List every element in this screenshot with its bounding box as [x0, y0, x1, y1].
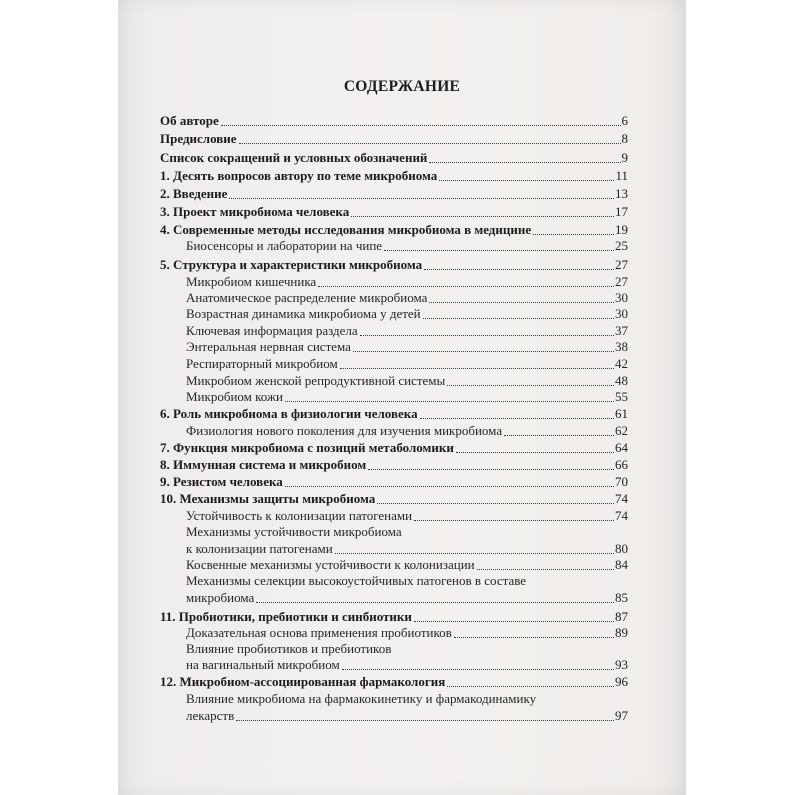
toc-entry[interactable]: [160, 222, 628, 238]
toc-page-number: 64: [615, 440, 628, 455]
toc-entry[interactable]: [160, 474, 628, 490]
toc-entry-label: Об авторе: [160, 113, 219, 128]
dot-leader: [351, 216, 614, 217]
dot-leader: [342, 669, 614, 670]
dot-leader: [423, 318, 614, 319]
toc-page-number: 13: [615, 186, 628, 201]
dot-leader: [377, 503, 614, 504]
dot-leader: [229, 198, 614, 199]
toc-page-number: 48: [615, 373, 628, 388]
toc-entry-label: 10. Механизмы защиты микробиома: [160, 491, 376, 506]
dot-leader: [420, 418, 614, 419]
toc-entry[interactable]: [160, 406, 628, 422]
toc-entry-label: Доказательная основа применения пробиотиков: [186, 625, 452, 640]
toc-entry-label: 3. Проект микробиома человека: [160, 204, 350, 219]
toc-entry[interactable]: [186, 508, 628, 524]
dot-leader: [285, 486, 614, 487]
toc-page-number: 80: [615, 541, 628, 556]
toc-page-number: 27: [615, 257, 628, 272]
toc-entry-label: 1. Десять вопросов автору по теме микробиома: [160, 168, 438, 183]
dot-leader: [236, 720, 614, 721]
toc-page-number: 38: [615, 339, 628, 354]
toc-entry[interactable]: [186, 625, 628, 641]
toc-entry[interactable]: [160, 150, 628, 166]
toc-entry[interactable]: [160, 168, 628, 184]
toc-entry[interactable]: [186, 290, 628, 306]
toc-entry-label: Устойчивость к колонизации патогенами: [186, 508, 413, 523]
dot-leader: [353, 351, 614, 352]
dot-leader: [454, 637, 614, 638]
toc-entry[interactable]: [160, 186, 628, 202]
toc-entry-label: Микробиом кожи: [186, 389, 283, 404]
toc-page-number: 74: [615, 491, 628, 506]
toc-page-number: 87: [615, 609, 628, 624]
toc-entry-label: Влияние пробиотиков и пребиотиков: [186, 641, 392, 656]
toc-entry-label: к колонизации патогенами: [186, 541, 333, 556]
dot-leader: [256, 602, 614, 603]
dot-leader: [504, 435, 614, 436]
toc-entry-label: Влияние микробиома на фармакокинетику и фармакодинамику: [186, 691, 537, 706]
toc-page-number: 62: [615, 423, 628, 438]
toc-entry[interactable]: [160, 674, 628, 690]
toc-entry-label: Анатомическое распределение микробиома: [186, 290, 428, 305]
toc-entry[interactable]: [186, 274, 628, 290]
toc-entry[interactable]: [186, 423, 628, 439]
toc-entry[interactable]: [186, 339, 628, 355]
dot-leader: [239, 143, 621, 144]
toc-page-number: 30: [615, 290, 628, 305]
toc-entry-label: Физиология нового поколения для изучения микробиома: [186, 423, 503, 438]
toc-entry[interactable]: [160, 257, 628, 273]
toc-page-number: 11: [615, 168, 628, 183]
toc-entry[interactable]: [186, 657, 628, 673]
toc-entry-label: Биосенсоры и лаборатории на чипе: [186, 238, 383, 253]
toc-page-number: 93: [615, 657, 628, 672]
toc-page-number: 74: [615, 508, 628, 523]
toc-page-number: 30: [615, 306, 628, 321]
toc-entry[interactable]: [186, 306, 628, 322]
toc-page-number: 25: [615, 238, 628, 253]
toc-page-number: 6: [621, 113, 628, 128]
toc-page-number: 85: [615, 590, 628, 605]
dot-leader: [414, 621, 614, 622]
dot-leader: [285, 401, 614, 402]
toc-entry[interactable]: [160, 491, 628, 507]
toc-page-number: 42: [615, 356, 628, 371]
toc-page-number: 61: [615, 406, 628, 421]
toc-page-number: 55: [615, 389, 628, 404]
toc-entry-label: 5. Структура и характеристики микробиома: [160, 257, 423, 272]
toc-entry-label: Микробиом женской репродуктивной системы: [186, 373, 446, 388]
toc-entry-label: 9. Резистом человека: [160, 474, 283, 489]
toc-page-number: 70: [615, 474, 628, 489]
toc-entry[interactable]: [186, 389, 628, 405]
toc-entry[interactable]: [186, 541, 628, 557]
toc-entry[interactable]: [186, 708, 628, 724]
toc-entry[interactable]: [160, 609, 628, 625]
toc-entry-label: 6. Роль микробиома в физиологии человека: [160, 406, 418, 421]
toc-page-number: 97: [615, 708, 628, 723]
toc-entry-label: Список сокращений и условных обозначений: [160, 150, 428, 165]
toc-page-number: 8: [621, 131, 628, 146]
dot-leader: [533, 234, 614, 235]
toc-entry[interactable]: [160, 440, 628, 456]
toc-entry-label: на вагинальный микробиом: [186, 657, 340, 672]
toc-entry-label: лекарств: [186, 708, 235, 723]
toc-entry-label: Энтеральная нервная система: [186, 339, 351, 354]
toc-entry-label: Ключевая информация раздела: [186, 323, 358, 338]
toc-entry-label: 7. Функция микробиома с позиций метаболомики: [160, 440, 454, 455]
dot-leader: [456, 452, 614, 453]
toc-title: СОДЕРЖАНИЕ: [343, 78, 461, 95]
toc-entry-label: 4. Современные методы исследования микробиома в медицине: [160, 222, 532, 237]
toc-entry-label: микробиома: [186, 590, 255, 605]
dot-leader: [360, 335, 614, 336]
toc-entry-label: Предисловие: [160, 131, 237, 146]
dot-leader: [447, 686, 614, 687]
toc-entry[interactable]: [186, 373, 628, 389]
toc-page-number: 17: [615, 204, 628, 219]
dot-leader: [368, 469, 614, 470]
toc-page-number: 96: [615, 674, 628, 689]
toc-entry[interactable]: [186, 590, 628, 606]
dot-leader: [414, 520, 614, 521]
toc-entry-label: Косвенные механизмы устойчивости к колонизации: [186, 557, 475, 572]
dot-leader: [429, 302, 614, 303]
toc-entry-label: Механизмы устойчивости микробиома: [186, 524, 402, 539]
toc-entry[interactable]: [160, 113, 628, 129]
toc-entry-label: Микробиом кишечника: [186, 274, 317, 289]
toc-page-number: 89: [615, 625, 628, 640]
dot-leader: [340, 368, 614, 369]
toc-entry[interactable]: [160, 457, 628, 473]
toc-entry[interactable]: [160, 131, 628, 147]
dot-leader: [221, 125, 621, 126]
toc-entry-label: Респираторный микробиом: [186, 356, 338, 371]
toc-entry[interactable]: [186, 238, 628, 254]
toc-page-number: 84: [615, 557, 628, 572]
toc-page-number: 19: [615, 222, 628, 237]
toc-entry-label: 12. Микробиом-ассоциированная фармакология: [160, 674, 446, 689]
toc-entry-label: 2. Введение: [160, 186, 228, 201]
dot-leader: [429, 162, 620, 163]
toc-entry-label: Механизмы селекции высокоустойчивых патогенов в составе: [186, 573, 527, 588]
toc-entry[interactable]: [186, 323, 628, 339]
toc-entry[interactable]: [160, 204, 628, 220]
toc-entry-label: 11. Пробиотики, пребиотики и синбиотики: [160, 609, 412, 624]
toc-entry-label: Возрастная динамика микробиома у детей: [186, 306, 421, 321]
toc-page-number: 66: [615, 457, 628, 472]
dot-leader: [424, 269, 614, 270]
toc-entry[interactable]: [186, 557, 628, 573]
toc-entry[interactable]: [186, 356, 628, 372]
dot-leader: [439, 180, 614, 181]
toc-page-number: 37: [615, 323, 628, 338]
toc-page-number: 27: [615, 274, 628, 289]
dot-leader: [335, 553, 614, 554]
dot-leader: [384, 250, 614, 251]
dot-leader: [318, 286, 614, 287]
toc-page-number: 9: [621, 150, 628, 165]
dot-leader: [477, 569, 614, 570]
toc-entry-label: 8. Иммунная система и микробиом: [160, 457, 367, 472]
dot-leader: [447, 385, 614, 386]
